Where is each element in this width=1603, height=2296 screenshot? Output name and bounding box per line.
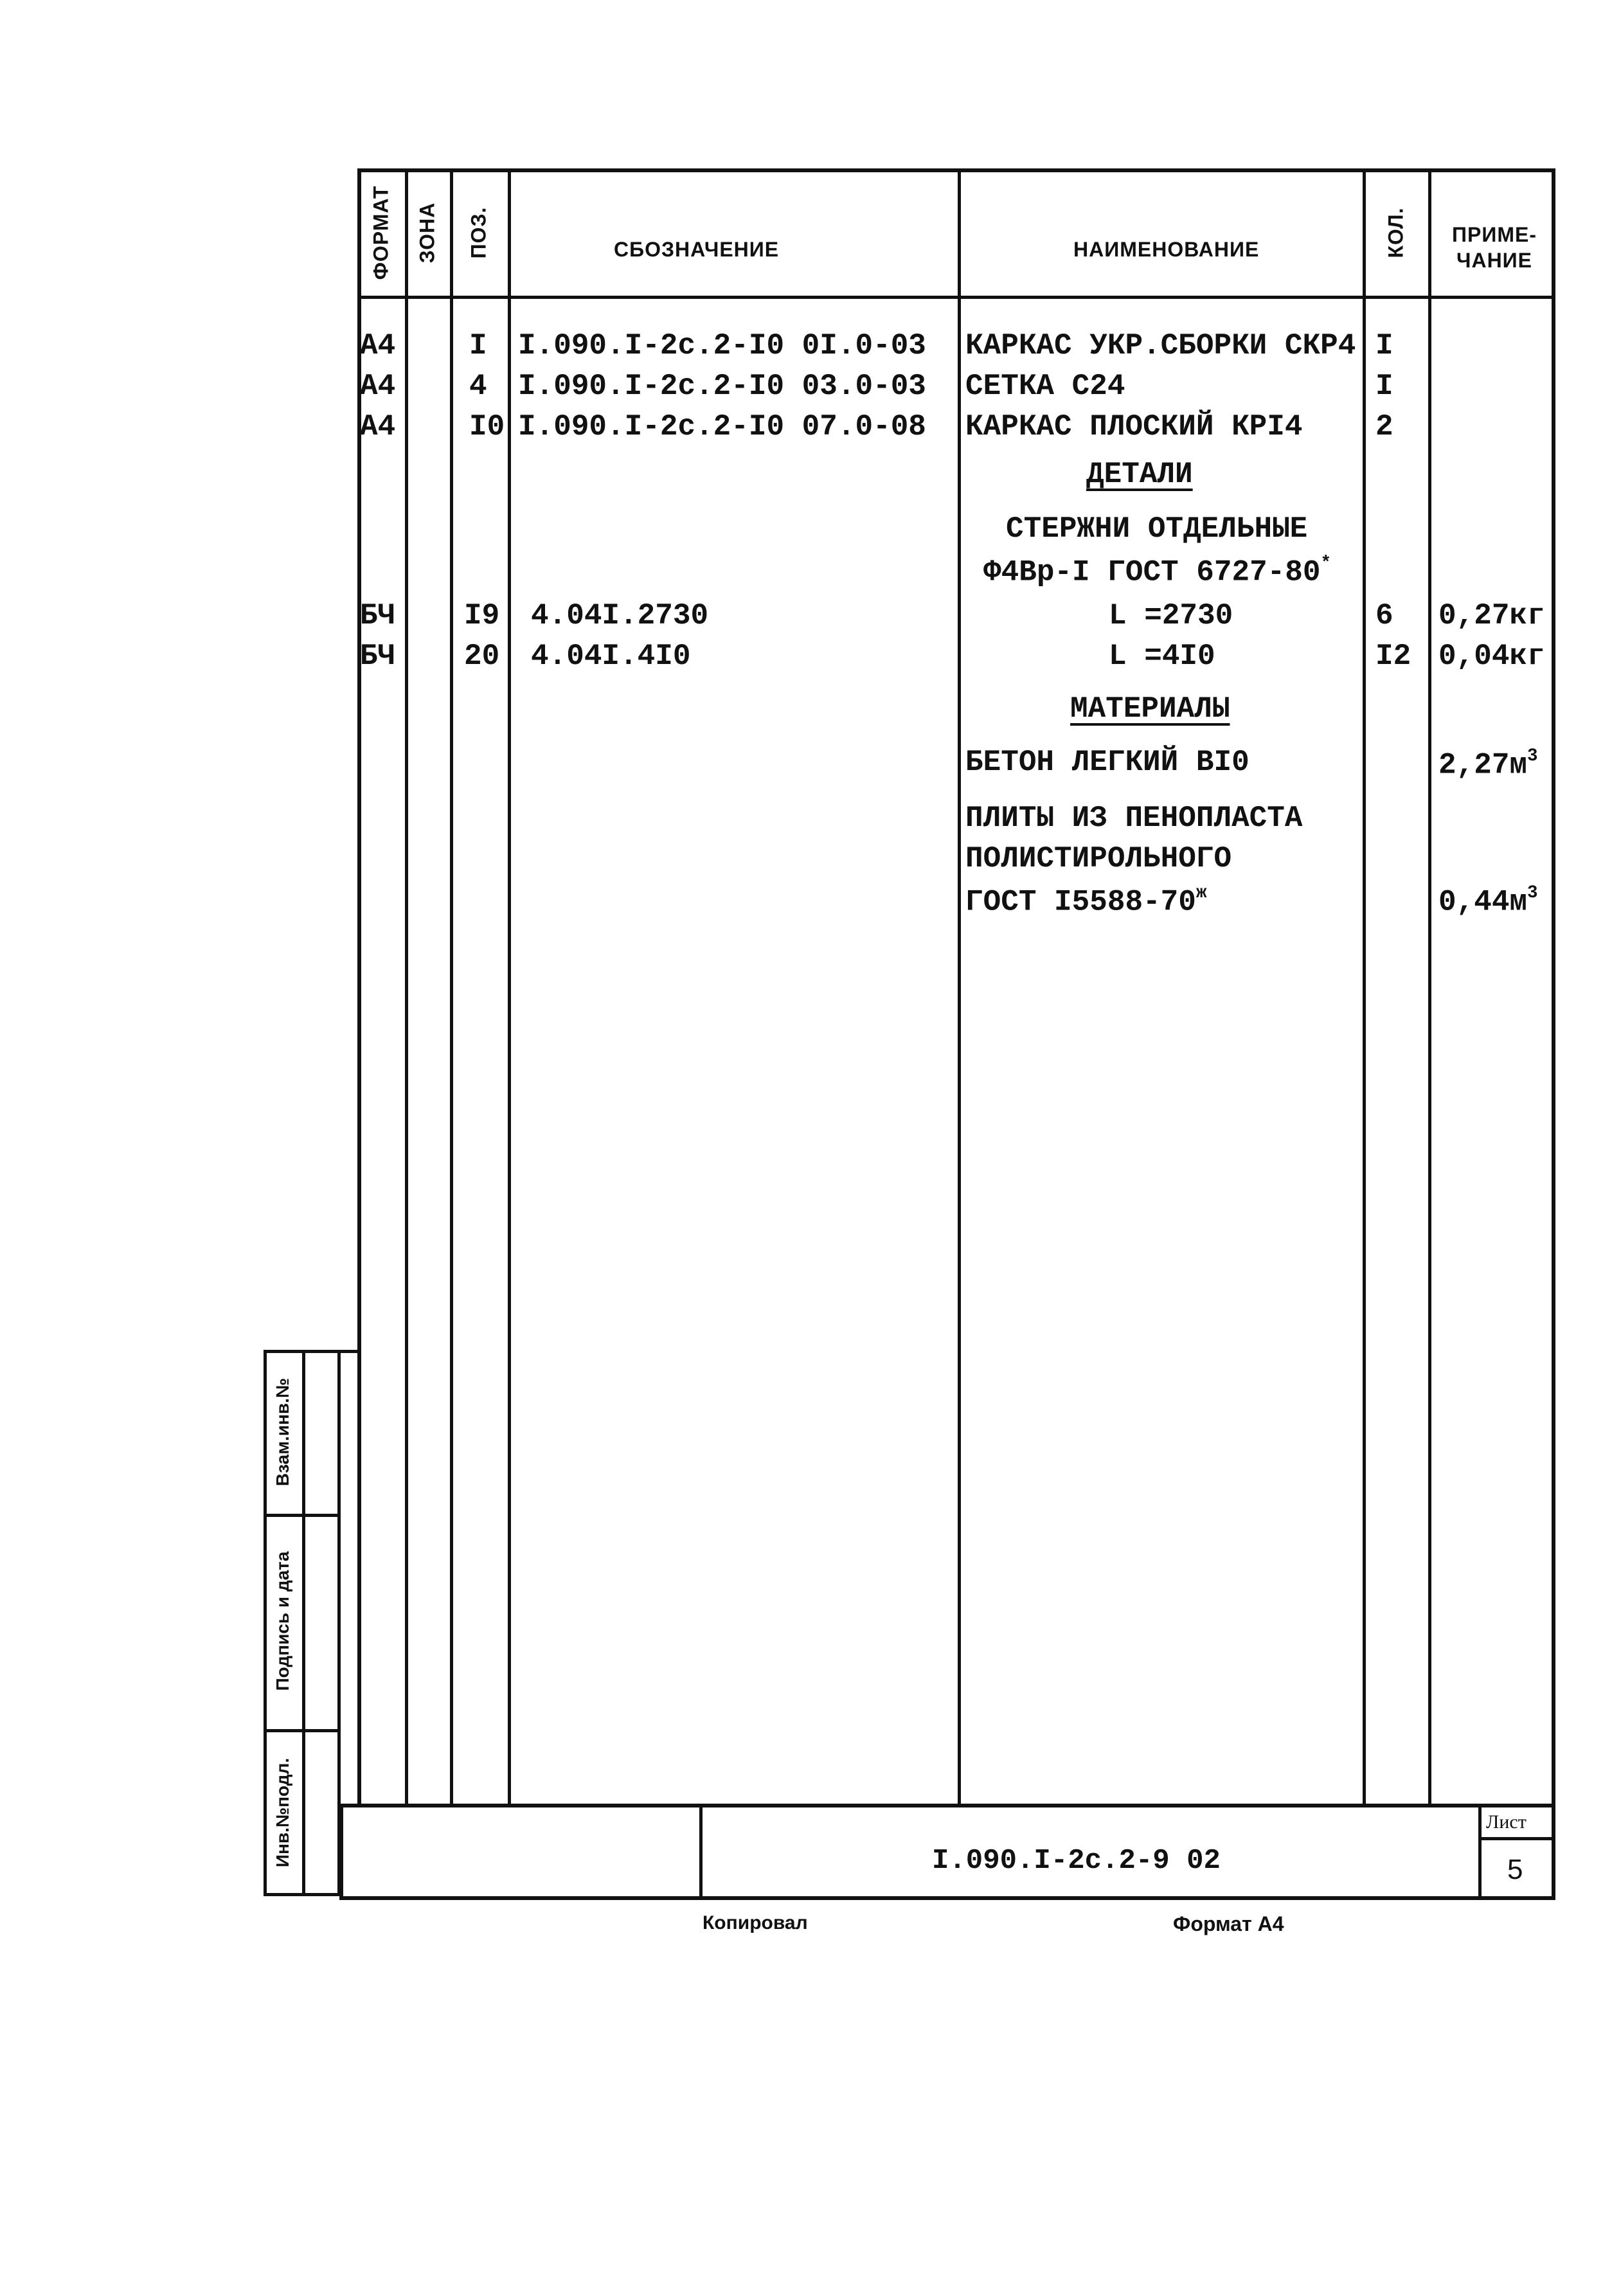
side-stamp-top-extension xyxy=(302,1350,357,1353)
materials-foam-line1: ПЛИТЫ ИЗ ПЕНОПЛАСТА xyxy=(965,802,1303,835)
materials-foam-mark: ж xyxy=(1196,883,1207,903)
col-line-zone xyxy=(450,168,453,1807)
details-desc-line2 xyxy=(983,555,1331,587)
materials-foam-line2: ПОЛИСТИРОЛЬНОГО xyxy=(965,842,1232,875)
materials-foam-line3-text: ГОСТ I5588-70 xyxy=(965,885,1196,919)
col-line-format xyxy=(405,168,408,1807)
materials-foam-note-sup: 3 xyxy=(1527,883,1538,903)
title-block-sheet-divider xyxy=(1478,1837,1555,1840)
row3-designation: I.090.I-2c.2-I0 07.0-08 xyxy=(518,410,926,444)
header-divider xyxy=(357,296,1555,299)
detail1-pos: I9 xyxy=(464,599,500,632)
row1-designation: I.090.I-2c.2-I0 0I.0-03 xyxy=(518,329,926,363)
row3-qty: 2 xyxy=(1375,410,1393,444)
row2-pos: 4 xyxy=(469,370,487,403)
row3-format: А4 xyxy=(360,410,396,444)
details-desc-line2-text: Ф4Вр-I ГОСТ 6727-80 xyxy=(983,555,1321,589)
materials-concrete-note xyxy=(1438,748,1538,780)
col-line-pos xyxy=(508,168,511,1807)
row1-pos: I xyxy=(469,329,487,363)
title-sheet-label: Лист xyxy=(1486,1811,1527,1833)
detail2-note: 0,04кг xyxy=(1438,640,1545,673)
detail1-designation: 4.04I.2730 xyxy=(531,599,709,632)
header-zone: ЗОНА xyxy=(415,202,439,264)
side-label-inv-exchange: Взам.инв.№ xyxy=(273,1377,292,1487)
row2-name: СЕТКА С24 xyxy=(965,370,1125,403)
header-pos: ПОЗ. xyxy=(467,206,490,259)
materials-concrete-note-text: 2,27м xyxy=(1438,748,1528,782)
title-sheet-number: 5 xyxy=(1507,1854,1523,1885)
detail2-name: L =4I0 xyxy=(1109,640,1215,673)
details-desc-mark: * xyxy=(1320,553,1332,573)
row1-format: А4 xyxy=(360,329,396,363)
title-block-divider-left xyxy=(699,1804,703,1900)
detail1-format: БЧ xyxy=(360,599,396,632)
row2-format: А4 xyxy=(360,370,396,403)
detail1-name: L =2730 xyxy=(1109,599,1233,632)
header-name: НАИМЕНОВАНИЕ xyxy=(1073,238,1260,261)
header-note xyxy=(1446,222,1543,273)
materials-title: МАТЕРИАЛЫ xyxy=(1070,692,1230,726)
header-note-line2: ЧАНИЕ xyxy=(1456,249,1533,272)
title-block-divider-right xyxy=(1478,1804,1482,1900)
materials-foam-note-text: 0,44м xyxy=(1438,885,1528,919)
header-format: ФОРМАТ xyxy=(369,185,393,280)
row2-designation: I.090.I-2c.2-I0 03.0-03 xyxy=(518,370,926,403)
details-desc-line1: СТЕРЖНИ ОТДЕЛЬНЫЕ xyxy=(1006,512,1308,546)
header-designation: СБОЗНАЧЕНИЕ xyxy=(614,238,780,261)
side-label-inv-original: Инв.№подл. xyxy=(273,1757,292,1868)
materials-concrete-note-sup: 3 xyxy=(1527,746,1538,766)
header-qty: КОЛ. xyxy=(1384,207,1408,258)
row1-qty: I xyxy=(1375,329,1393,363)
details-title: ДЕТАЛИ xyxy=(1086,458,1193,491)
row3-name: КАРКАС ПЛОСКИЙ КРI4 xyxy=(965,410,1303,444)
footer-copied: Копировал xyxy=(703,1912,808,1933)
row3-pos: I0 xyxy=(469,410,505,444)
row2-qty: I xyxy=(1375,370,1393,403)
footer-format: Формат А4 xyxy=(1173,1912,1284,1935)
row1-name: КАРКАС УКР.СБОРКИ СКР4 xyxy=(965,329,1356,363)
col-line-name xyxy=(1363,168,1366,1807)
detail1-note: 0,27кг xyxy=(1438,599,1545,632)
col-line-qty xyxy=(1428,168,1431,1807)
detail2-format: БЧ xyxy=(360,640,396,673)
materials-concrete: БЕТОН ЛЕГКИЙ ВI0 xyxy=(965,746,1249,779)
detail2-pos: 20 xyxy=(464,640,500,673)
side-label-sign-date: Подпись и дата xyxy=(273,1551,292,1691)
col-line-designation xyxy=(958,168,961,1807)
materials-foam-line3 xyxy=(965,884,1206,917)
header-note-line1: ПРИМЕ- xyxy=(1452,223,1537,246)
detail2-qty: I2 xyxy=(1375,640,1411,673)
side-stamp-inner-line xyxy=(302,1350,305,1896)
detail2-designation: 4.04I.4I0 xyxy=(531,640,691,673)
title-doc-code: I.090.I-2c.2-9 02 xyxy=(932,1845,1221,1877)
materials-foam-note xyxy=(1438,884,1538,917)
detail1-qty: 6 xyxy=(1375,599,1393,632)
